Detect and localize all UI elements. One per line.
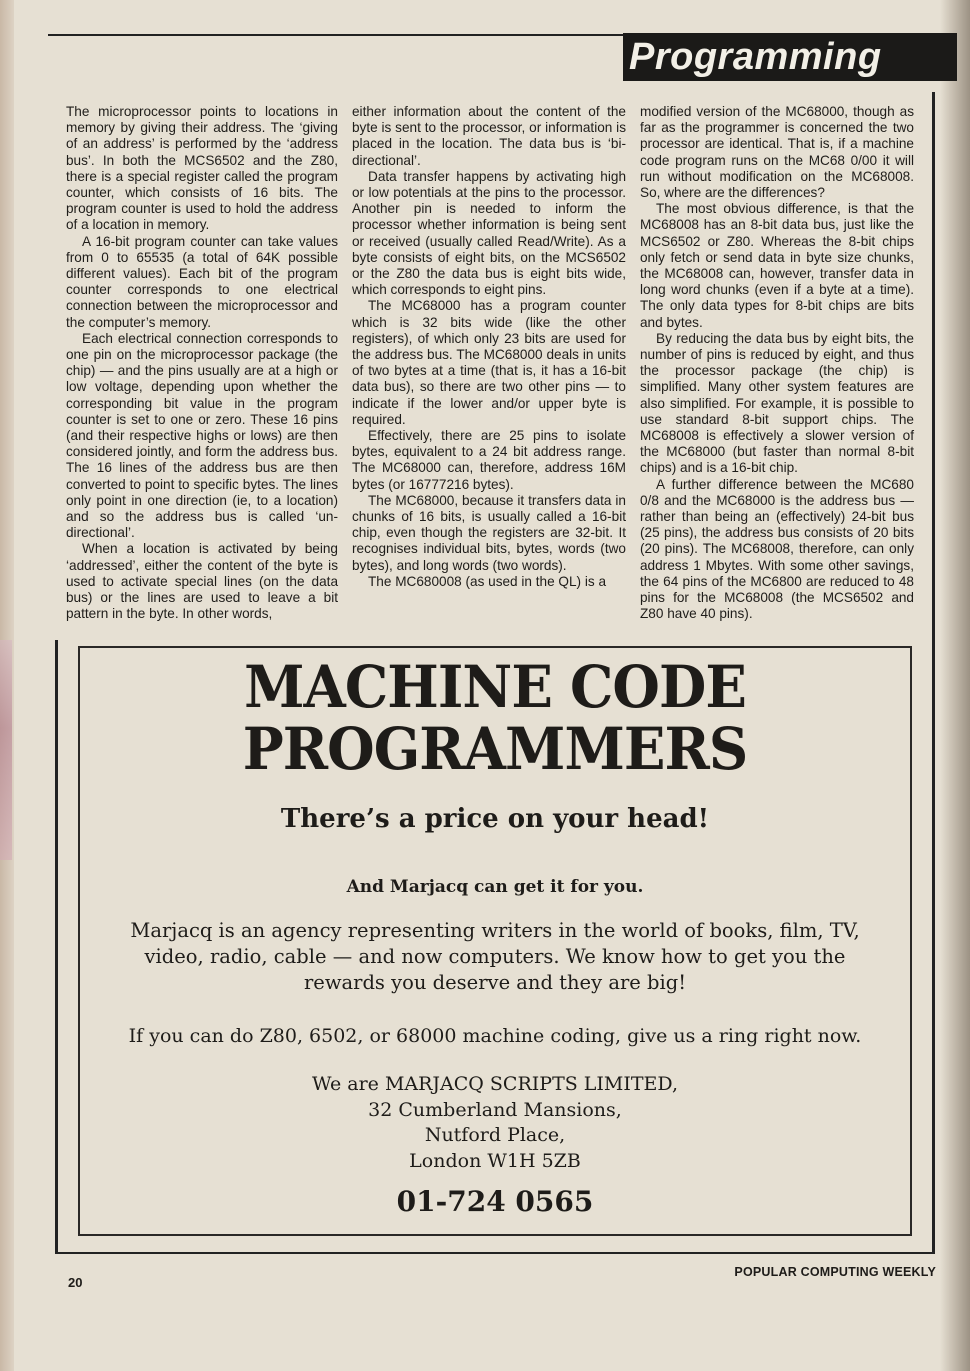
ad-headline-line-1: MACHINE CODE bbox=[244, 653, 746, 721]
address-line: 32 Cumberland Mansions, bbox=[368, 1098, 622, 1121]
ad-subheadline: There’s a price on your head! bbox=[280, 804, 710, 834]
paragraph: The MC68000 has a program counter which is 32 bits wide (like the other registers), of which only 23 bits are used for the address bus. The MC68000 deals in units of two bytes at a time (that is, it has a 16-bit data bus), so there are two other pins — to indicate if the lower and/or upper byte is required. bbox=[352, 298, 626, 427]
paragraph: A 16-bit program counter can take values from 0 to 65535 (a total of 64K possible different values). Each bit of the program counter corresponds to one electrical connection between the microprocessor and the computer’s memory. bbox=[66, 233, 338, 330]
page-edge-right bbox=[940, 0, 970, 1371]
address-line: We are MARJACQ SCRIPTS LIMITED, bbox=[311, 1073, 679, 1095]
article-column-3 bbox=[640, 104, 914, 623]
ad-address bbox=[80, 1072, 910, 1174]
ad-body-text: Marjacq is an agency representing writers in the world of books, film, TV, video, radio, cable — and now computers. We know how to get you the rewards you deserve and they are big! bbox=[130, 919, 860, 994]
paragraph: Effectively, there are 25 pins to isolate bytes, equivalent to a 24 bit address range. The MC68000 can, therefore, address 16M bytes (or 16777216 bytes). bbox=[352, 428, 626, 492]
bleed-mark bbox=[0, 640, 12, 860]
paragraph: Each electrical connection corresponds to one pin on the microprocessor package (the chip) — and the pins usually are at a high or low voltage, depending upon whether the corresponding bit value in the program counter is set to one or zero. These 16 pins (and their respective highs or lows) are then considered jointly, and form the address bus. The 16 lines of the address bus are then converted to point to specific bytes. The lines only point in one direction (ie, to a location) and so the address bus is called ‘un-directional’. bbox=[66, 330, 338, 541]
paragraph: The MC680008 (as used in the QL) is a bbox=[368, 573, 607, 589]
ad-tagline: And Marjacq can get it for you. bbox=[346, 877, 644, 897]
ad-call-to-action: If you can do Z80, 6502, or 68000 machine coding, give us a ring right now. bbox=[128, 1025, 862, 1047]
advertisement-box bbox=[78, 646, 912, 1236]
paragraph: The most obvious difference, is that the MC68008 has an 8-bit data bus, just like the MCS6502 or Z80. Whereas the 8-bit chips only fetch or send data in byte size chunks, the MC68008 can, however, transfer data in long word chunks (even if a byte at a time). The only data types for 8-bit chips are bits and bytes. bbox=[640, 201, 914, 330]
paragraph: The microprocessor points to locations in memory by giving their address. The ‘giving of an address’ is performed by the ‘address bus’. In both the MCS6502 and the Z80, there is a special register called the program counter, which consists of 16 bits. The program counter is used to hold the address of a location in memory. bbox=[66, 104, 338, 233]
paragraph: The MC68000, because it transfers data in chunks of 16 bits, is usually called a 16-bit chip, even though the registers are 32-bit. It recognises individual bits, bytes, words (two bytes), and long words (two words). bbox=[352, 492, 626, 573]
article-column-2 bbox=[352, 104, 626, 590]
paragraph: A further difference between the MC680 0/8 and the MC68000 is the address bus — rather than being an (effectively) 24-bit bus (25 pins), the address bus consists of 20 bits (20 pins). The MC68008, therefore, can only address 1 Mbytes. With some other savings, the 64 pins of the MC6800 are reduced to 48 pins for the MC68008 (the MCS6502 and Z80 have 40 pins). bbox=[640, 476, 914, 622]
page-edge-left bbox=[0, 0, 14, 1371]
paragraph: When a location is activated by being ‘addressed’, either the content of the byte is used to activate special lines (on the data bus) or the lines are used to leave a bit pattern in the byte. In other words, bbox=[66, 541, 338, 622]
ad-headline bbox=[105, 653, 885, 783]
left-rule bbox=[55, 640, 58, 1254]
paragraph: modified version of the MC68000, though as far as the programmer is concerned the two processor are identical. That is, if a machine code program runs on the MC68 0/00 it will run without modification on the MC68008. So, where are the differences? bbox=[640, 104, 914, 201]
paragraph: either information about the content of the byte is sent to the processor, or information is placed in the location. The data bus is ‘bi-directional’. bbox=[352, 104, 626, 168]
address-line: London W1H 5ZB bbox=[409, 1149, 581, 1172]
ad-headline-line-2: PROGRAMMERS bbox=[242, 715, 748, 783]
page-number: 20 bbox=[68, 1275, 83, 1290]
paragraph: Data transfer happens by activating high or low potentials at the pins to the processor. Another pin is needed to inform the processor whether information is being sent or received (usually called Read/Write). As a byte consists of eight bits, on the MCS6502 or the Z80 the data bus is eight bits wide, which corresponds to eight pins. bbox=[352, 168, 626, 298]
ad-phone-number: 01-724 0565 bbox=[396, 1185, 594, 1218]
article-column-1 bbox=[66, 104, 338, 623]
address-line: Nutford Place, bbox=[424, 1124, 566, 1146]
bottom-rule bbox=[55, 1252, 935, 1254]
paragraph: By reducing the data bus by eight bits, the number of pins is reduced by eight, and thus the processor package (the chip) is simplified. Many other system features are also simplified. For example, it is possible to use standard 8-bit support chips. The MC68008 is effectively a slower version of the MC68000 (but faster than normal 8-bit chips) and is a 16-bit chip. bbox=[640, 330, 914, 476]
section-banner: Programming bbox=[623, 33, 957, 81]
right-rule bbox=[932, 92, 935, 1252]
publication-name: POPULAR COMPUTING WEEKLY bbox=[734, 1265, 936, 1279]
